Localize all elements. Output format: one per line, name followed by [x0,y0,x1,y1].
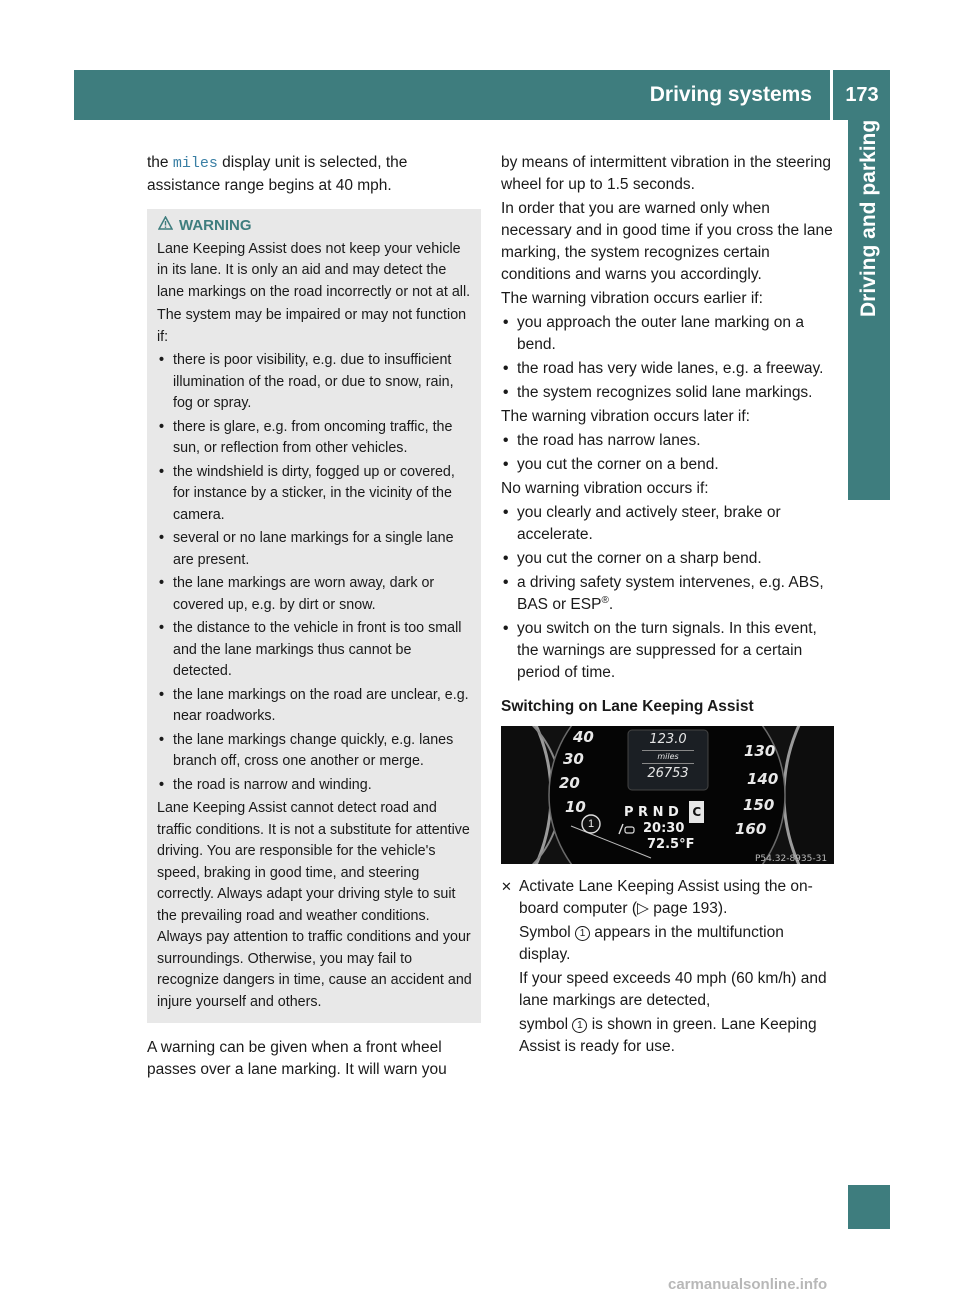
subheading: Switching on Lane Keeping Assist [501,698,754,715]
list-intro: The warning vibration occurs later if: [501,408,750,425]
speed-label-150: 150 [743,796,775,814]
warning-list [157,350,473,796]
list-item: • you approach the outer lane marking on a bend. [501,312,834,356]
page-reference-link[interactable]: ▷ page 193 [637,900,718,917]
outside-temperature: 72.5°F [647,837,695,852]
header-divider [830,70,833,120]
right-column [501,152,834,1060]
section-title: Driving systems [649,83,812,106]
gear-text: P R N D [624,805,679,820]
list-item: • there is poor visibility, e.g. due to insufficient illumination of the road, or due to snow, rain, fog or spray. [157,350,473,415]
display-unit-miles: miles [172,155,218,172]
intro-text-post: display unit is selected, the assistance range begins at 40 mph. [147,154,408,194]
list-item: • the road has narrow lanes. [501,430,834,452]
step-text: Activate Lane Keeping Assist using the on-board computer ( [519,878,813,917]
list-item: • a driving safety system intervenes, e.g. ABS, BAS or ESP®. [501,572,834,616]
list-item: • there is glare, e.g. from oncoming traffic, the sun, or reflection from other vehicles. [157,417,473,460]
list-item: • the distance to the vehicle in front is too small and the lane markings thus cannot be detected. [157,618,473,683]
figure-callout-1: 1 [587,818,595,830]
list-item: • the lane markings are worn away, dark or covered up, e.g. by dirt or snow. [157,573,473,616]
warning-title: WARNING [179,217,252,234]
page-number: 173 [845,84,879,106]
list-intro: No warning vibration occurs if: [501,480,709,497]
warning-paragraph: The system may be impaired or may not function if: [157,307,467,345]
list-item: • the lane markings change quickly, e.g. lanes branch off, cross one another or merge. [157,730,473,773]
list-item: • the windshield is dirty, fogged up or covered, for instance by a sticker, in the vicinity of the camera. [157,462,473,527]
list-item: • the road has very wide lanes, e.g. a freeway. [501,358,834,380]
clock-display: 20:30 [643,821,685,836]
speed-label-40: 40 [573,728,594,746]
warning-triangle-icon [157,215,173,237]
trip-unit: miles [642,750,694,764]
registered-mark: ® [601,594,609,606]
step-detail [501,1014,834,1058]
speed-label-160: 160 [735,820,767,838]
watermark: carmanualsonline.info [668,1276,828,1293]
trip-value: 123.0 [649,732,687,747]
speed-label-30: 30 [563,750,584,768]
speed-label-140: 140 [747,770,779,788]
speed-label-20: 20 [559,774,580,792]
odometer-value: 26753 [647,766,689,781]
lane-keeping-icon [617,820,637,832]
side-tab-label: Driving and parking [857,120,880,318]
list-item-text: a driving safety system intervenes, e.g. ABS, BAS or ESP [517,574,824,613]
step-text: ). [717,900,728,917]
warning-heading [157,215,473,237]
list-item: • the lane markings on the road are unclear, e.g. near roadworks. [157,685,473,728]
list-item: • you clearly and actively steer, brake or accelerate. [501,502,834,546]
step-text: appears in the multifunction display. [519,924,784,963]
speed-label-130: 130 [744,742,776,760]
list-item: • you switch on the turn signals. In this event, the warnings are suppressed for a certain period of time. [501,618,834,684]
list-item: • the system recognizes solid lane markings. [501,382,834,404]
warning-paragraph: Lane Keeping Assist cannot detect road and traffic conditions. It is not a substitute for attentive driving. You are responsible for the vehicle's speed, braking in good time, and steering correctly. Always adapt your driving style to suit the prevailing road and weather conditions. Always pay attention to traffic conditions and your surroundings. Otherwise, you may fail to recognize dangers in time, cause an accident and injure yourself and others. [157,800,472,1010]
callout-1-icon: 1 [575,926,590,941]
gear-badge: C [689,801,704,823]
step-text: Symbol [519,924,575,941]
intro-text-pre: the [147,154,173,171]
step-detail: If your speed exceeds 40 mph (60 km/h) and lane markings are detected, [519,970,827,1009]
instrument-cluster-figure [501,726,834,864]
step-text: symbol [519,1016,573,1033]
intro-paragraph [147,152,481,197]
step-detail [501,922,834,966]
list-item: • you cut the corner on a sharp bend. [501,548,834,570]
list-item: • you cut the corner on a bend. [501,454,834,476]
instruction-steps [501,876,834,1058]
list-intro: The warning vibration occurs earlier if: [501,290,763,307]
list-item: • several or no lane markings for a single lane are present. [157,528,473,571]
speed-label-10: 10 [565,798,586,816]
callout-1-icon: 1 [572,1018,587,1033]
list-item: • the road is narrow and winding. [157,775,473,797]
step-text: is shown in green. Lane Keeping Assist is ready for use. [519,1016,817,1055]
figure-code: P54.32-8935-31 [755,854,828,864]
header-bar [74,70,890,120]
left-column [147,152,481,1083]
none-list [501,502,834,684]
warning-paragraph: Lane Keeping Assist does not keep your vehicle in its lane. It is only an aid and may detect the lane markings on the road incorrectly or not at all. [157,240,471,300]
paragraph: by means of intermittent vibration in the steering wheel for up to 1.5 seconds. [501,154,831,193]
later-list [501,430,834,476]
instruction-step [501,876,834,920]
paragraph: In order that you are warned only when necessary and in good time if you cross the lane marking, the system recognizes certain conditions and warns you accordingly. [501,200,833,283]
warning-box [147,209,481,1023]
side-marker [848,1185,890,1229]
trip-display [628,732,708,782]
closing-paragraph: A warning can be given when a front wheel passes over a lane marking. It will warn you [147,1039,447,1078]
earlier-list [501,312,834,404]
